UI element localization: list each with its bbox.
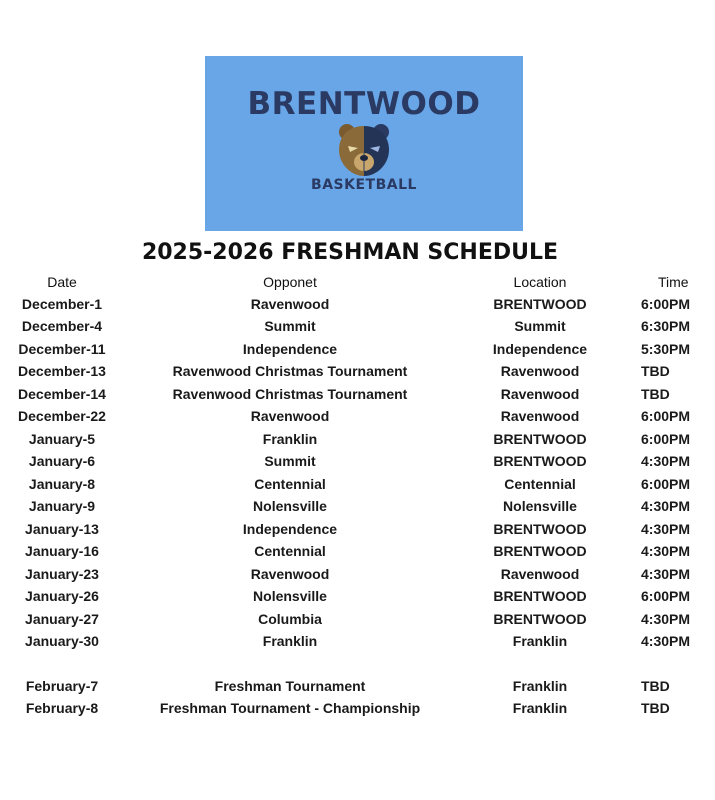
table-row	[0, 294, 715, 316]
game-time: 4:30PM	[641, 498, 691, 514]
table-header	[0, 272, 715, 294]
game-location: Ravenwood	[500, 566, 580, 582]
game-location: Nolensville	[503, 498, 577, 514]
team-banner	[205, 56, 523, 231]
table-row	[0, 519, 715, 541]
game-opponent: Freshman Tournament - Championship	[159, 700, 421, 716]
game-opponent: Ravenwood	[250, 408, 330, 424]
game-location: Ravenwood	[500, 363, 580, 379]
game-time: TBD	[641, 700, 670, 716]
game-location: Ravenwood	[500, 408, 580, 424]
game-time: 6:00PM	[641, 431, 691, 447]
game-opponent: Nolensville	[253, 588, 327, 604]
game-location: BRENTWOOD	[493, 543, 587, 559]
game-date: January-26	[25, 588, 99, 604]
header-opponent: Opponet	[263, 274, 317, 290]
game-date: December-22	[18, 408, 106, 424]
table-row	[0, 586, 715, 608]
game-location: Independence	[492, 341, 588, 357]
game-date: January-8	[28, 476, 96, 492]
game-opponent: Ravenwood	[250, 296, 330, 312]
header-date: Date	[47, 274, 77, 290]
table-row	[0, 339, 715, 361]
table-row	[0, 676, 715, 698]
game-opponent: Franklin	[262, 633, 318, 649]
game-time: TBD	[641, 363, 670, 379]
game-date: February-8	[25, 700, 99, 716]
game-opponent: Freshman Tournament	[214, 678, 366, 694]
game-date: January-13	[25, 521, 99, 537]
table-row	[0, 564, 715, 586]
table-row	[0, 496, 715, 518]
game-opponent: Ravenwood Christmas Tournament	[172, 363, 408, 379]
game-opponent: Centennial	[254, 476, 326, 492]
game-opponent: Summit	[264, 453, 316, 469]
table-row	[0, 698, 715, 720]
game-time: 6:00PM	[641, 408, 691, 424]
game-location: Franklin	[512, 700, 568, 716]
game-time: 6:00PM	[641, 476, 691, 492]
game-date: December-14	[18, 386, 106, 402]
bear-head-icon	[333, 122, 395, 178]
game-location: Franklin	[512, 633, 568, 649]
game-opponent: Independence	[242, 521, 338, 537]
game-opponent: Franklin	[262, 431, 318, 447]
table-row	[0, 631, 715, 653]
header-location: Location	[513, 274, 567, 290]
game-opponent: Columbia	[258, 611, 322, 627]
game-time: 6:00PM	[641, 588, 691, 604]
table-row	[0, 451, 715, 473]
game-location: Ravenwood	[500, 386, 580, 402]
game-opponent: Nolensville	[253, 498, 327, 514]
game-date: January-6	[28, 453, 96, 469]
game-opponent: Ravenwood	[250, 566, 330, 582]
game-time: 4:30PM	[641, 566, 691, 582]
game-location: Centennial	[504, 476, 576, 492]
game-date: January-5	[28, 431, 96, 447]
game-location: BRENTWOOD	[493, 521, 587, 537]
game-location: BRENTWOOD	[493, 431, 587, 447]
game-time: 4:30PM	[641, 543, 691, 559]
header-time: Time	[658, 274, 689, 290]
table-row	[0, 474, 715, 496]
table-row	[0, 609, 715, 631]
game-opponent: Centennial	[254, 543, 326, 559]
game-date: December-1	[21, 296, 103, 312]
game-location: BRENTWOOD	[493, 611, 587, 627]
game-date: February-7	[25, 678, 99, 694]
game-time: TBD	[641, 678, 670, 694]
game-time: 4:30PM	[641, 611, 691, 627]
game-time: 6:00PM	[641, 296, 691, 312]
game-date: December-13	[18, 363, 106, 379]
game-location: BRENTWOOD	[493, 453, 587, 469]
game-time: 5:30PM	[641, 341, 691, 357]
game-opponent: Ravenwood Christmas Tournament	[172, 386, 408, 402]
table-row	[0, 384, 715, 406]
game-location: Franklin	[512, 678, 568, 694]
game-opponent: Independence	[242, 341, 338, 357]
game-time: 6:30PM	[641, 318, 691, 334]
game-location: BRENTWOOD	[493, 588, 587, 604]
game-time: 4:30PM	[641, 453, 691, 469]
table-row	[0, 361, 715, 383]
table-row	[0, 316, 715, 338]
schedule-title: 2025-2026 FRESHMAN SCHEDULE	[141, 240, 559, 265]
table-row	[0, 429, 715, 451]
game-date: December-4	[21, 318, 103, 334]
game-date: January-23	[25, 566, 99, 582]
table-row	[0, 406, 715, 428]
game-time: TBD	[641, 386, 670, 402]
game-date: January-30	[25, 633, 99, 649]
game-date: January-27	[25, 611, 99, 627]
game-time: 4:30PM	[641, 633, 691, 649]
game-opponent: Summit	[264, 318, 316, 334]
game-date: December-11	[18, 341, 106, 357]
sport-label: BASKETBALL	[311, 177, 417, 193]
game-date: January-16	[25, 543, 99, 559]
game-location: Summit	[514, 318, 566, 334]
game-date: January-9	[28, 498, 96, 514]
school-name: BRENTWOOD	[247, 86, 481, 122]
game-location: BRENTWOOD	[493, 296, 587, 312]
game-time: 4:30PM	[641, 521, 691, 537]
table-row	[0, 541, 715, 563]
